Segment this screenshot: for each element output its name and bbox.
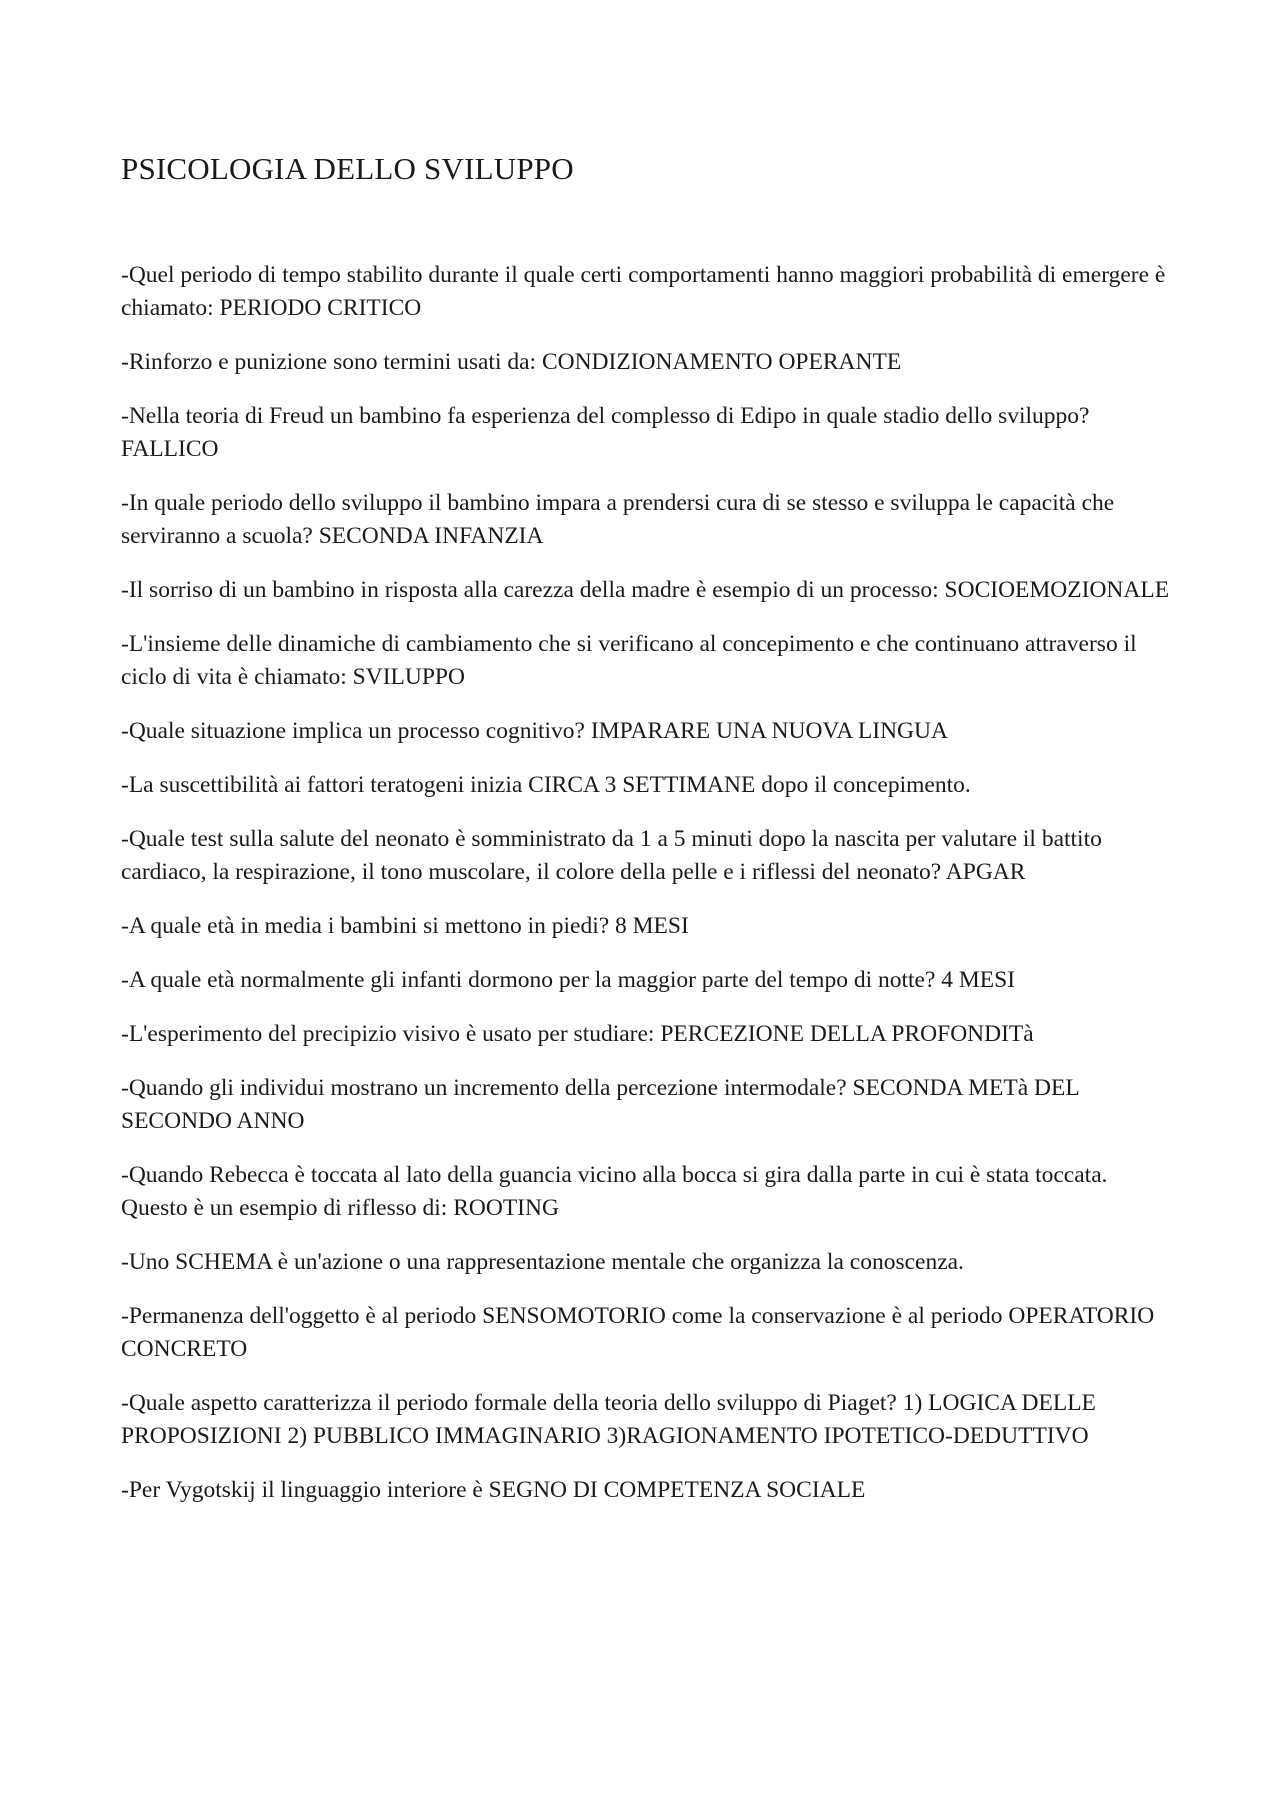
page-title: PSICOLOGIA DELLO SVILUPPO <box>121 151 574 186</box>
document-page <box>121 150 1171 1528</box>
question-item-4: -In quale periodo dello sviluppo il bambino impara a prendersi cura di se stesso e sviluppa le capacità che serviranno a scuola? SECONDA INFANZIA <box>121 490 1115 550</box>
question-item-10: -A quale età in media i bambini si mettono in piedi? 8 MESI <box>121 913 689 940</box>
question-item-11: -A quale età normalmente gli infanti dormono per la maggior parte del tempo di notte? 4 MESI <box>121 967 1016 994</box>
question-item-14: -Quando Rebecca è toccata al lato della guancia vicino alla bocca si gira dalla parte in cui è stata toccata. Questo è un esempio di riflesso di: ROOTING <box>121 1162 1108 1222</box>
question-item-3: -Nella teoria di Freud un bambino fa esperienza del complesso di Edipo in quale stadio dello sviluppo? FALLICO <box>121 403 1090 463</box>
question-item-8: -La suscettibilità ai fattori teratogeni inizia CIRCA 3 SETTIMANE dopo il concepimento. <box>121 772 971 799</box>
question-item-12: -L'esperimento del precipizio visivo è usato per studiare: PERCEZIONE DELLA PROFONDITà <box>121 1021 1034 1048</box>
question-item-13: -Quando gli individui mostrano un incremento della percezione intermodale? SECONDA METà DEL SECONDO ANNO <box>121 1075 1079 1135</box>
question-item-1: -Quel periodo di tempo stabilito durante il quale certi comportamenti hanno maggiori probabilità di emergere è chiamato: PERIODO CRITICO <box>121 262 1166 322</box>
question-item-5: -Il sorriso di un bambino in risposta alla carezza della madre è esempio di un processo: SOCIOEMOZIONALE <box>121 577 1170 604</box>
question-list <box>121 259 1171 1507</box>
question-item-2: -Rinforzo e punizione sono termini usati da: CONDIZIONAMENTO OPERANTE <box>121 349 902 376</box>
question-item-15: -Uno SCHEMA è un'azione o una rappresentazione mentale che organizza la conoscenza. <box>121 1249 964 1276</box>
question-item-7: -Quale situazione implica un processo cognitivo? IMPARARE UNA NUOVA LINGUA <box>121 718 948 745</box>
question-item-9: -Quale test sulla salute del neonato è somministrato da 1 a 5 minuti dopo la nascita per valutare il battito cardiaco, la respirazione, il tono muscolare, il colore della pelle e i riflessi del neonato? APGAR <box>121 826 1102 886</box>
question-item-18: -Per Vygotskij il linguaggio interiore è SEGNO DI COMPETENZA SOCIALE <box>121 1477 866 1504</box>
question-item-6: -L'insieme delle dinamiche di cambiamento che si verificano al concepimento e che continuano attraverso il ciclo di vita è chiamato: SVILUPPO <box>121 631 1137 691</box>
question-item-16: -Permanenza dell'oggetto è al periodo SENSOMOTORIO come la conservazione è al periodo OPERATORIO CONCRETO <box>121 1303 1155 1363</box>
question-item-17: -Quale aspetto caratterizza il periodo formale della teoria dello sviluppo di Piaget? 1) LOGICA DELLE PROPOSIZIONI 2) PUBBLICO IMMAGINARIO 3)RAGIONAMENTO IPOTETICO-DEDUTTIVO <box>121 1390 1096 1450</box>
